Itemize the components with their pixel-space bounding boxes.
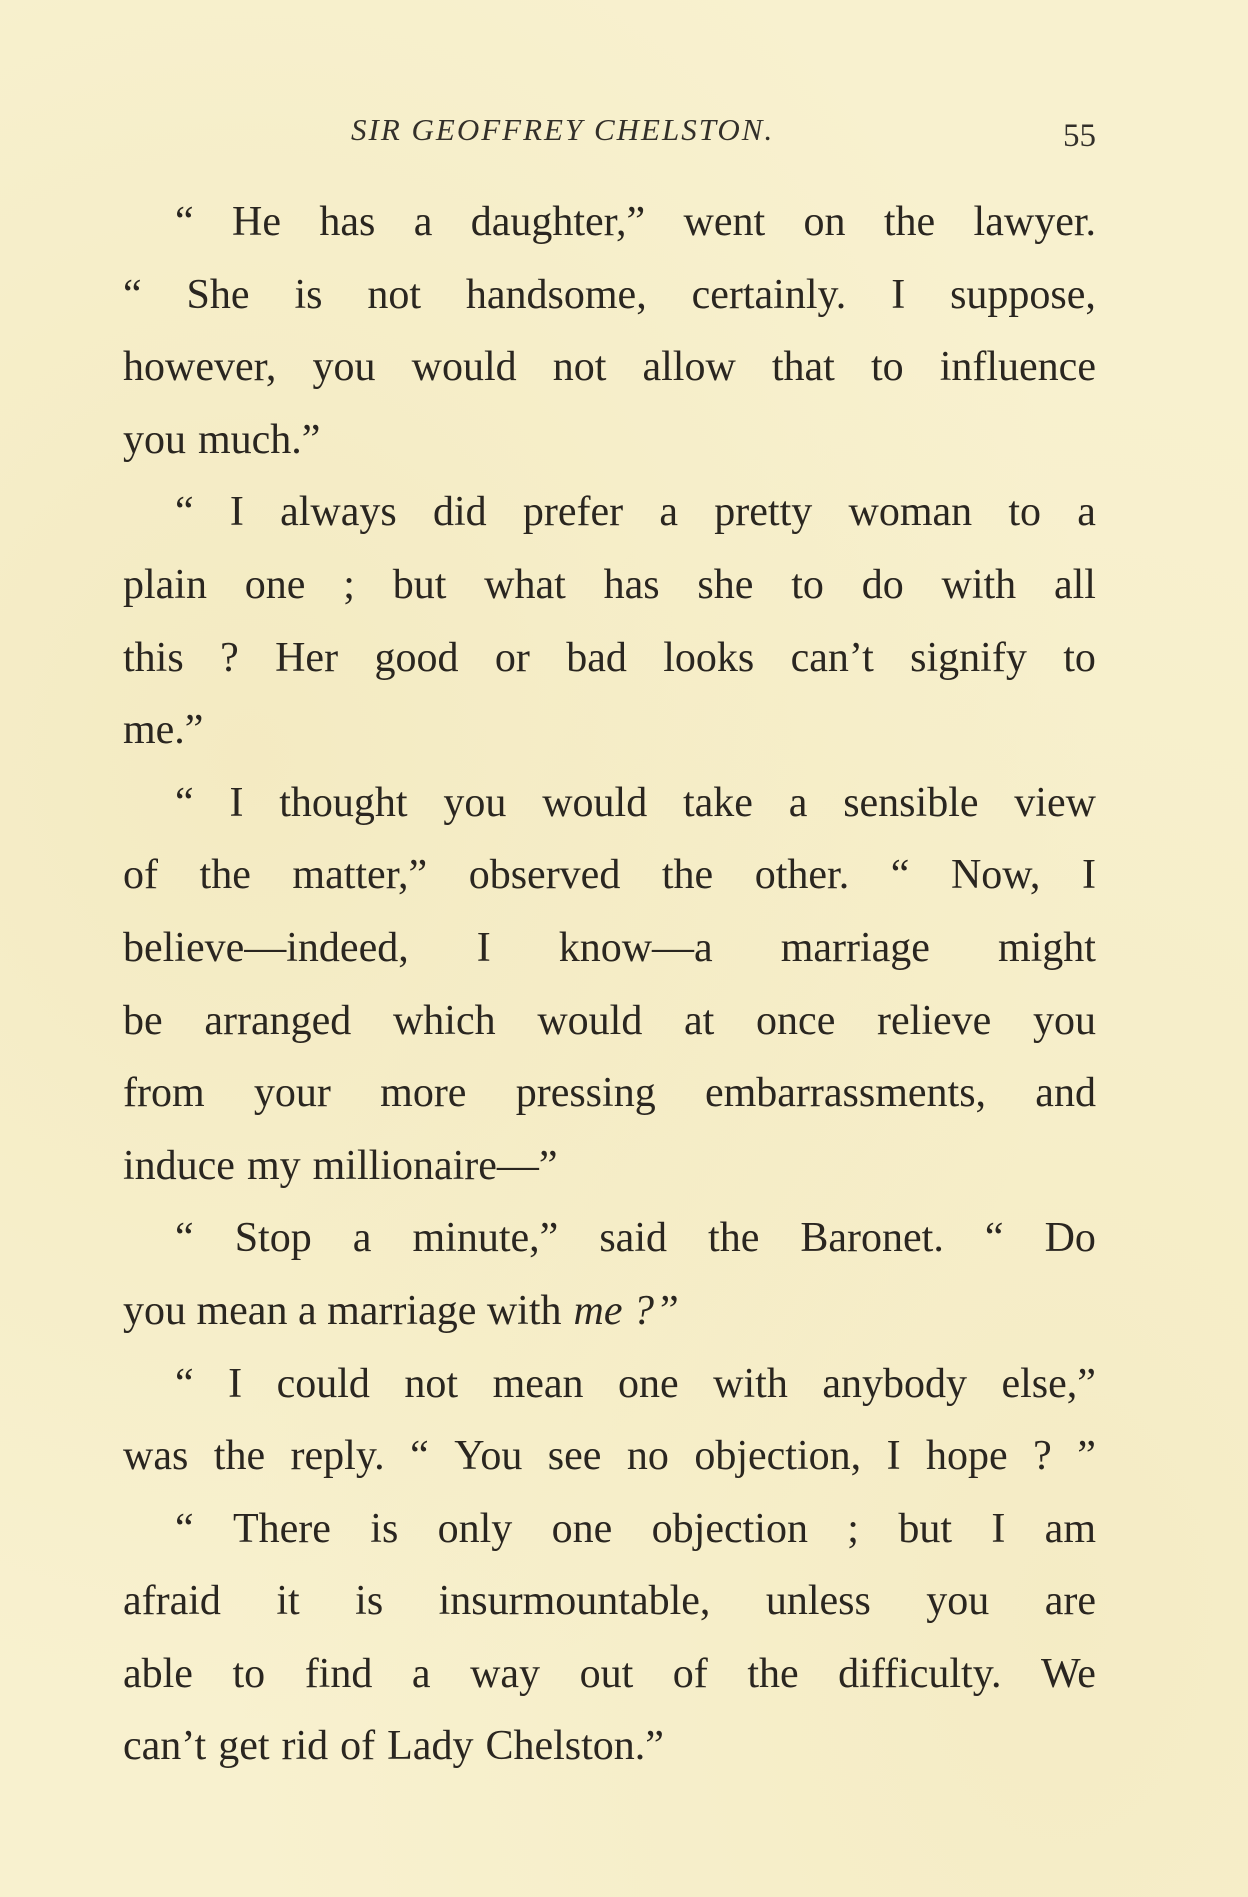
word: marriage bbox=[780, 924, 930, 971]
word: objection bbox=[651, 1505, 808, 1552]
word: anybody bbox=[822, 1360, 967, 1407]
word: to bbox=[232, 1650, 266, 1697]
word: Baronet. bbox=[800, 1215, 944, 1262]
word: one bbox=[618, 1360, 679, 1407]
word: to bbox=[1008, 489, 1042, 536]
word: to bbox=[791, 561, 824, 608]
word: the bbox=[747, 1650, 799, 1697]
text-line bbox=[123, 1430, 1096, 1503]
word: a bbox=[413, 199, 433, 245]
word: prefer bbox=[522, 489, 624, 536]
word: reply. bbox=[290, 1433, 385, 1480]
word: certainly. bbox=[691, 271, 847, 318]
word: one bbox=[551, 1505, 613, 1552]
word: which bbox=[392, 997, 496, 1044]
text-line bbox=[123, 995, 1096, 1068]
word: do bbox=[861, 561, 904, 608]
text-line bbox=[123, 1067, 1096, 1140]
word: is bbox=[294, 271, 323, 318]
line-segment: you mean a marriage with bbox=[123, 1287, 562, 1334]
word: this bbox=[123, 634, 184, 681]
word: see bbox=[547, 1433, 602, 1480]
word: plain bbox=[123, 561, 207, 608]
word: insurmountable, bbox=[438, 1578, 711, 1625]
word: unless bbox=[765, 1578, 871, 1625]
word: She bbox=[186, 271, 250, 318]
word: arranged bbox=[204, 997, 352, 1044]
word: you bbox=[123, 416, 186, 463]
word: induce bbox=[123, 1142, 235, 1189]
word: Now, bbox=[950, 852, 1041, 899]
word: hope bbox=[926, 1433, 1008, 1480]
word: “ bbox=[175, 199, 194, 245]
word: good bbox=[374, 634, 459, 681]
word: observed bbox=[468, 852, 621, 899]
word: ? bbox=[1033, 1433, 1052, 1480]
word: the bbox=[883, 199, 936, 245]
word: be bbox=[123, 997, 163, 1044]
word: what bbox=[484, 561, 566, 608]
word: am bbox=[1044, 1505, 1096, 1552]
word: much.” bbox=[198, 416, 321, 463]
running-head: SIR GEOFFREY CHELSTON. bbox=[351, 112, 775, 147]
word: ? bbox=[220, 634, 239, 681]
text-line bbox=[123, 922, 1096, 995]
word: bad bbox=[566, 634, 627, 681]
word: pretty bbox=[714, 489, 813, 536]
word: I bbox=[229, 779, 244, 826]
word: the bbox=[708, 1215, 760, 1262]
text-line-with-italic bbox=[123, 1285, 1096, 1358]
word: one bbox=[244, 561, 306, 608]
word: with bbox=[713, 1360, 788, 1407]
word: a bbox=[411, 1650, 431, 1697]
word: able bbox=[123, 1650, 193, 1697]
word: would bbox=[411, 344, 517, 391]
text-line bbox=[123, 1358, 1096, 1431]
word: your bbox=[253, 1070, 331, 1117]
word: a bbox=[788, 779, 808, 826]
word: matter,” bbox=[292, 852, 428, 899]
word: difficulty. bbox=[838, 1650, 1002, 1697]
word: pressing bbox=[515, 1070, 656, 1117]
word: I bbox=[886, 1433, 901, 1480]
word: allow bbox=[642, 344, 736, 391]
word: that bbox=[771, 344, 835, 391]
word: can’t bbox=[123, 1723, 207, 1770]
word: “ bbox=[410, 1433, 429, 1480]
word: else,” bbox=[1001, 1360, 1096, 1407]
word: I bbox=[891, 271, 906, 318]
word: afraid bbox=[123, 1578, 221, 1625]
word: more bbox=[380, 1070, 467, 1117]
word: it bbox=[276, 1578, 300, 1625]
word: “ bbox=[175, 1360, 194, 1407]
word: a bbox=[659, 489, 679, 536]
word: I bbox=[228, 1360, 243, 1407]
word: went bbox=[683, 199, 766, 245]
word: out bbox=[579, 1650, 634, 1697]
word: has bbox=[319, 199, 376, 245]
word: ” bbox=[1077, 1433, 1096, 1480]
word: but bbox=[898, 1505, 952, 1552]
text-line bbox=[123, 1575, 1096, 1648]
word: “ bbox=[175, 1215, 194, 1262]
word: would bbox=[537, 997, 643, 1044]
word: did bbox=[433, 489, 487, 536]
word: from bbox=[123, 1070, 205, 1117]
text-line bbox=[123, 486, 1096, 559]
word: “ bbox=[175, 779, 194, 826]
word: or bbox=[494, 634, 530, 681]
word: “ bbox=[123, 271, 142, 318]
word: of bbox=[672, 1650, 708, 1697]
word: no bbox=[626, 1433, 669, 1480]
text-line bbox=[123, 777, 1096, 850]
word: she bbox=[697, 561, 754, 608]
word: thought bbox=[279, 779, 408, 826]
page-number: 55 bbox=[1063, 118, 1096, 154]
word: woman bbox=[848, 489, 973, 536]
word: There bbox=[233, 1505, 331, 1552]
word: however, bbox=[123, 344, 277, 391]
word: daughter,” bbox=[470, 199, 646, 245]
word: millionaire—” bbox=[312, 1142, 558, 1189]
word: ; bbox=[343, 561, 355, 608]
text-line bbox=[123, 1648, 1096, 1721]
word: you bbox=[443, 779, 507, 826]
word: the bbox=[661, 852, 714, 899]
word: minute,” bbox=[412, 1215, 559, 1262]
word: not bbox=[404, 1360, 459, 1407]
word: you bbox=[312, 344, 376, 391]
word: me.” bbox=[123, 707, 204, 754]
text-line bbox=[123, 1140, 1096, 1213]
text-line bbox=[123, 632, 1096, 705]
closing-quote: ” bbox=[659, 1287, 679, 1334]
word: on bbox=[803, 199, 846, 245]
word: “ bbox=[890, 852, 910, 899]
word: of bbox=[123, 852, 158, 899]
word: handsome, bbox=[465, 271, 647, 318]
word: could bbox=[276, 1360, 370, 1407]
text-line bbox=[123, 1212, 1096, 1285]
word: get bbox=[218, 1723, 270, 1770]
word: “ bbox=[175, 489, 194, 536]
word: might bbox=[997, 924, 1096, 971]
word: embarrassments, bbox=[704, 1070, 987, 1117]
body-text bbox=[123, 196, 1096, 1793]
text-line bbox=[123, 704, 1096, 777]
text-line bbox=[123, 849, 1096, 922]
italic-word: me ? bbox=[573, 1287, 654, 1334]
word: I bbox=[991, 1505, 1006, 1552]
text-line bbox=[123, 414, 1096, 487]
word: at bbox=[684, 997, 715, 1044]
word: lawyer. bbox=[973, 199, 1096, 245]
word: a bbox=[352, 1215, 372, 1262]
word: to bbox=[870, 344, 904, 391]
word: I bbox=[1081, 852, 1096, 899]
word: relieve bbox=[877, 997, 992, 1044]
word: the bbox=[213, 1433, 266, 1480]
word: suppose, bbox=[950, 271, 1096, 318]
word: Stop bbox=[234, 1215, 312, 1262]
text-line bbox=[123, 341, 1096, 414]
word: mean bbox=[492, 1360, 584, 1407]
word: way bbox=[470, 1650, 541, 1697]
word: looks bbox=[663, 634, 755, 681]
word: “ bbox=[984, 1215, 1004, 1262]
word: He bbox=[232, 199, 281, 245]
word: has bbox=[603, 561, 660, 608]
word: other. bbox=[754, 852, 850, 899]
word: sensible bbox=[843, 779, 979, 826]
word: only bbox=[437, 1505, 513, 1552]
word: I bbox=[476, 924, 491, 971]
word: always bbox=[280, 489, 397, 536]
word: with bbox=[941, 561, 1017, 608]
word: a bbox=[1077, 489, 1096, 536]
word: influence bbox=[939, 344, 1096, 391]
word: believe—indeed, bbox=[123, 924, 409, 971]
word: rid bbox=[281, 1723, 329, 1770]
word: to bbox=[1063, 634, 1096, 681]
word: ; bbox=[847, 1505, 859, 1552]
word: are bbox=[1044, 1578, 1096, 1625]
text-line bbox=[123, 1720, 1096, 1793]
text-line bbox=[123, 1503, 1096, 1576]
word: is bbox=[355, 1578, 384, 1625]
word: I bbox=[229, 489, 244, 536]
word: Lady bbox=[387, 1723, 474, 1770]
word: all bbox=[1053, 561, 1096, 608]
word: and bbox=[1035, 1070, 1096, 1117]
word: find bbox=[304, 1650, 373, 1697]
word: said bbox=[599, 1215, 667, 1262]
word: know—a bbox=[558, 924, 713, 971]
word: you bbox=[926, 1578, 990, 1625]
word: my bbox=[246, 1142, 301, 1189]
word: objection, bbox=[694, 1433, 862, 1480]
word: signify bbox=[910, 634, 1027, 681]
word: Her bbox=[275, 634, 339, 681]
word: not bbox=[552, 344, 607, 391]
word: the bbox=[199, 852, 251, 899]
word: once bbox=[756, 997, 836, 1044]
word: Chelston.” bbox=[485, 1723, 664, 1770]
word: You bbox=[454, 1433, 523, 1480]
word: you bbox=[1033, 997, 1096, 1044]
word: We bbox=[1041, 1650, 1096, 1697]
text-line bbox=[123, 196, 1096, 269]
word: was bbox=[123, 1433, 189, 1480]
word: is bbox=[370, 1505, 399, 1552]
word: can’t bbox=[790, 634, 874, 681]
word: take bbox=[682, 779, 753, 826]
text-line bbox=[123, 269, 1096, 342]
word: but bbox=[392, 561, 447, 608]
word: view bbox=[1014, 779, 1096, 826]
word: of bbox=[340, 1723, 376, 1770]
word: would bbox=[542, 779, 648, 826]
word: Do bbox=[1044, 1215, 1096, 1262]
word: “ bbox=[175, 1505, 194, 1552]
text-line bbox=[123, 559, 1096, 632]
word: not bbox=[367, 271, 422, 318]
